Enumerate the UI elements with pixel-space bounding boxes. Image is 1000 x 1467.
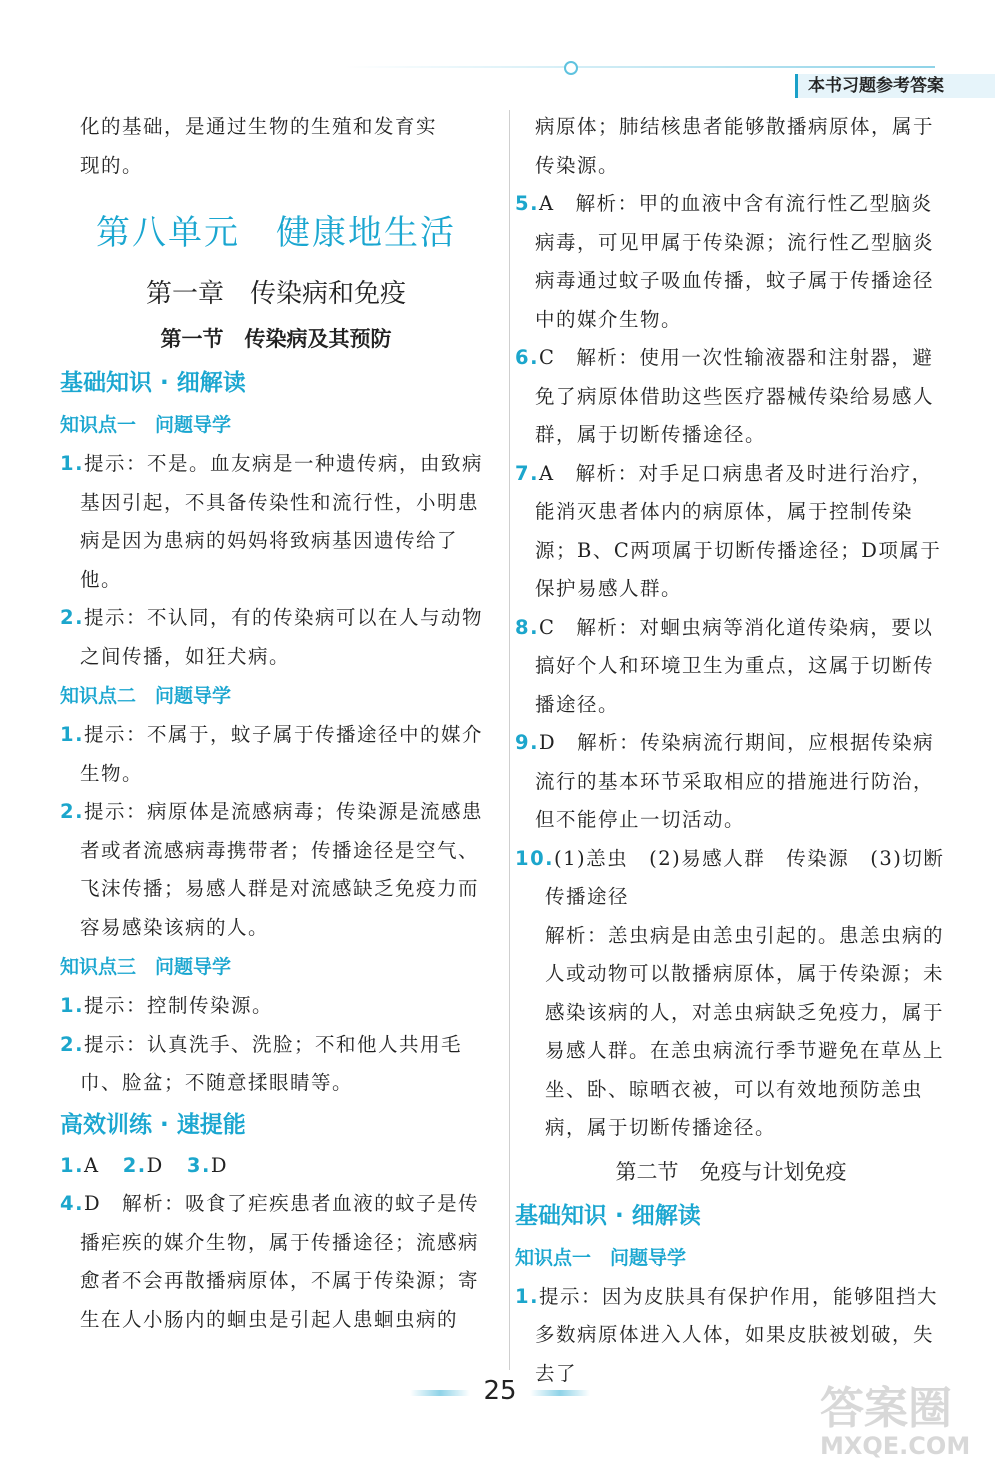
answer-number: 2.	[60, 606, 84, 629]
answer-7	[515, 455, 947, 609]
answer-number: 7.	[515, 461, 539, 485]
knowledge-point-1-heading: 知识点一 问题导学	[515, 1246, 687, 1269]
answer-choice: A	[83, 1153, 100, 1177]
answer-number: 8.	[515, 615, 539, 639]
kp2-answer-1	[60, 716, 492, 793]
right-column	[515, 108, 947, 1393]
watermark	[820, 1385, 990, 1465]
answer-4	[60, 1185, 492, 1339]
chapter-title: 第一章 传染病和免疫	[145, 279, 406, 309]
answer-number: 4.	[60, 1192, 84, 1215]
answer-number: 1.	[60, 723, 84, 746]
kp1-answer-1	[60, 445, 492, 599]
answer-number: 2.	[122, 1153, 147, 1177]
watermark-site: MXQE.COM	[820, 1432, 971, 1460]
answer-number: 2.	[60, 800, 84, 823]
answer-text: 提示：不是。血友病是一种遗传病，由致病基因引起，不具备传染性和流行性，小明患病是因为患病的妈妈将致病基因遗传给了他。	[80, 452, 483, 591]
answer-6	[515, 339, 947, 455]
answer-choice: D	[210, 1153, 229, 1177]
heading-basic-knowledge: 基础知识 · 细解读	[515, 1202, 701, 1229]
kp1-answer-2	[60, 599, 492, 676]
kp2-answer-2	[60, 793, 492, 947]
section-title: 第一节 传染病及其预防	[160, 327, 392, 351]
answer-number: 3.	[186, 1153, 211, 1177]
answer-number: 9.	[515, 731, 539, 754]
header-rule	[345, 66, 935, 68]
answer-8	[515, 609, 947, 725]
kp3-answer-2	[60, 1026, 492, 1103]
watermark-logo-text: 答案圈	[820, 1383, 952, 1434]
answer-text: 提示：不认同，有的传染病可以在人与动物之间传播，如狂犬病。	[80, 606, 483, 668]
knowledge-point-2-heading: 知识点二 问题导学	[60, 685, 232, 707]
answer-text: 提示：认真洗手、洗脸；不和他人共用毛巾、脸盆；不随意揉眼睛等。	[80, 1032, 462, 1094]
answer-text: A 解析：对手足口病患者及时进行治疗，能消灭患者体内的病原体，属于控制传染源；B、C两项属于切断传播途径；D项属于保护易感人群。	[535, 461, 942, 600]
answer-text: C 解析：使用一次性输液器和注射器，避免了病原体借助这些医疗器械传染给易感人群，属于切断传播途径。	[535, 346, 935, 446]
answer-number: 1.	[60, 1153, 84, 1177]
answer-text: 提示：病原体是流感病毒；传染源是流感患者或者流感病毒携带者；传播途径是空气、飞沫传播；易感人群是对流感缺乏免疫力而容易感染该病的人。	[80, 800, 483, 939]
kp3-answer-1	[60, 987, 492, 1026]
left-column	[60, 108, 492, 1339]
knowledge-point-3-heading: 知识点三 问题导学	[60, 956, 232, 978]
answer-number: 10.	[515, 846, 555, 870]
answers-1-3	[60, 1147, 492, 1186]
answer-number: 1.	[60, 452, 84, 475]
header-dot-ornament	[564, 61, 578, 75]
page-number: 25	[483, 1376, 517, 1406]
answer-5	[515, 185, 947, 339]
answer-number: 2.	[60, 1032, 84, 1056]
section-2-title: 第二节 免疫与计划免疫	[615, 1159, 847, 1184]
column-divider	[509, 110, 510, 1370]
answer-text: D 解析：传染病流行期间，应根据传染病流行的基本环节采取相应的措施进行防治，但不能停止一切活动。	[535, 731, 935, 831]
answer-number: 1.	[60, 994, 84, 1017]
continued-text-line-2: 现的。	[80, 153, 144, 177]
answer-choice: D	[146, 1153, 164, 1177]
answer-text: 提示：因为皮肤具有保护作用，能够阻挡大多数病原体进入人体，如果皮肤被划破，失去了	[535, 1284, 938, 1385]
answer-number: 5.	[515, 192, 539, 215]
answer-text: A 解析：甲的血液中含有流行性乙型脑炎病毒，可见甲属于传染源；流行性乙型脑炎病毒通过蚊子吸血传播，蚊子属于传播途径中的媒介生物。	[535, 192, 935, 331]
answer-number: 1.	[515, 1284, 539, 1308]
continued-text: 病原体；肺结核患者能够散播病原体，属于传染源。	[535, 115, 935, 177]
answer-text: C 解析：对蛔虫病等消化道传染病，要以搞好个人和环境卫生为重点，这属于切断传播途径。	[535, 615, 935, 716]
answer-text: (1)恙虫 (2)易感人群 传染源 (3)切断传播途径	[545, 846, 945, 908]
answer-text: 提示：不属于，蚊子属于传播途径中的媒介生物。	[80, 723, 483, 785]
answer-10	[515, 840, 947, 917]
page-number-ornament-right	[530, 1390, 590, 1396]
heading-basic-knowledge: 基础知识 · 细解读	[60, 370, 246, 396]
answer-text: 提示：控制传染源。	[83, 994, 273, 1017]
answer-10-explanation: 解析：恙虫病是由恙虫引起的。患恙虫病的人或动物可以散播病原体，属于传染源；未感染该病的人，对恙虫病缺乏免疫力，属于易感人群。在恙虫病流行季节避免在草丛上坐、卧、晾晒衣被，可以有效地预防恙虫病，属于切断传播途径。	[545, 923, 945, 1139]
answer-9	[515, 724, 947, 840]
header-label: 本书习题参考答案	[795, 74, 995, 98]
heading-efficient-training: 高效训练 · 速提能	[60, 1111, 246, 1138]
unit-title: 第八单元 健康地生活	[96, 213, 456, 253]
continued-text-line-1: 化的基础，是通过生物的生殖和发育实	[80, 115, 438, 138]
answer-text: D 解析：吸食了疟疾患者血液的蚊子是传播疟疾的媒介生物，属于传播途径；流感病愈者不会再散播病原体，不属于传染源；寄生在人小肠内的蛔虫是引起人患蛔虫病的	[80, 1192, 480, 1331]
knowledge-point-1-heading: 知识点一 问题导学	[60, 414, 232, 436]
answer-number: 6.	[515, 346, 539, 369]
